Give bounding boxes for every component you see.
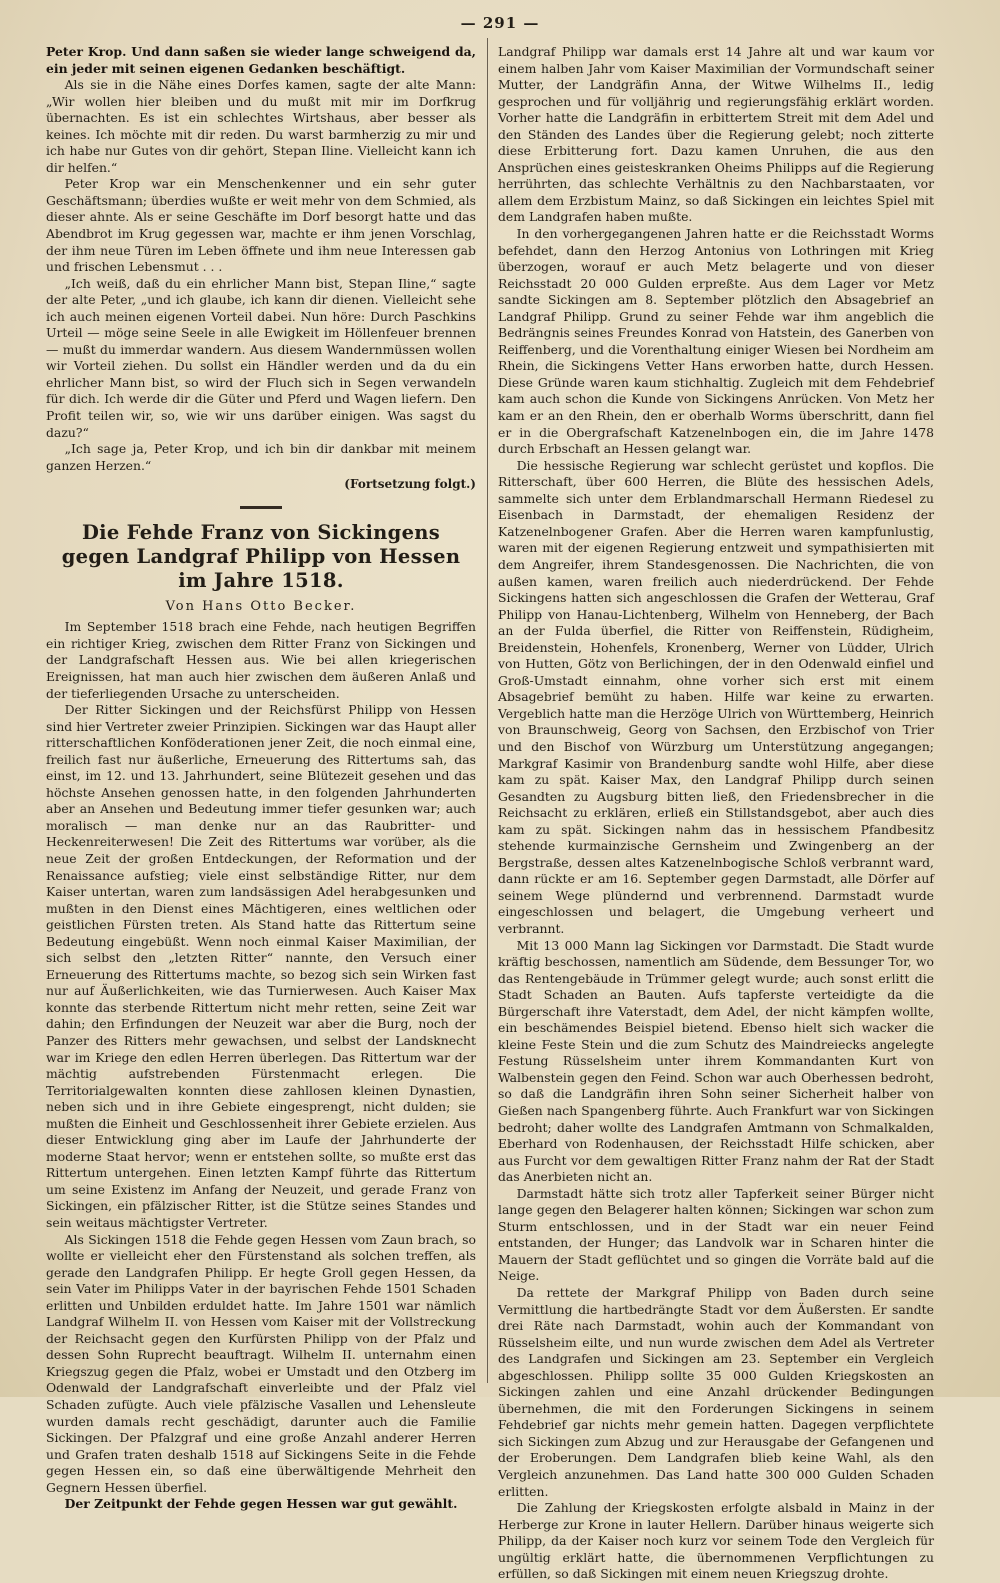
column-divider bbox=[487, 38, 488, 1383]
story-paragraph: „Ich weiß, daß du ein ehrlicher Mann bist, Stepan Iline,“ sagte der alte Peter, „und ich glaube, ich kann dir dienen. Vielleicht sehe ich auch meinen eigenen Vorteil dabei. Nun höre: Durch Paschkins Urteil — möge seine Seele in alle Ewigkeit im Höllenfeuer brennen — mußt du immerdar wandern. Aus diesem Wandernmüssen wollen wir Vorteil ziehen. Du sollst ein Händler werden und da du ein ehrlicher Mann bist, so wird der Fluch sich in Segen verwandeln für dich. Ich werde dir die Güter und Pferd und Wagen liefern. Den Profit teilen wir, so, wie wir uns darüber einigen. Was sagst du dazu?“ bbox=[46, 275, 476, 440]
article-paragraph: Die hessische Regierung war schlecht gerüstet und kopflos. Die Ritterschaft, über 600 Herren, die Blüte des hessischen Adels, sammelte sich unter dem Erblandmarschall Hermann Riedesel zu Eisenbach in Darmstadt, der ehemaligen Residenz der Katzenelnbogener Grafen. Aber die Herren waren kampfunlustig, waren mit der eigenen Regierung entzweit und sympathisierten mit dem Angreifer, ihrem Standesgenossen. Die Nachrichten, die von außen kamen, waren freilich auch niederdrückend. Der Fehde Sickingens hatten sich angeschlossen die Grafen der Wetterau, Graf Philipp von Hanau-Lichtenberg, Wilhelm von Henneberg, der Bach an der Fulda überfiel, die Ritter von Reiffenstein, Rüdigheim, Breidenstein, Hohenfels, Kronenberg, Werner von Lüdder, Ulrich von Hutten, Götz von Berlichingen, der in den Odenwald einfiel und Groß-Umstadt einnahm, ohne vorher sich erst mit einem Absagebrief bemüht zu haben. Hilfe war keine zu erwarten. Vergeblich hatte man die Herzöge Ulrich von Württemberg, Heinrich von Braunschweig, Georg von Sachsen, den Erzbischof von Trier und den Bischof von Würzburg um Unterstützung angegangen; Markgraf Kasimir von Brandenburg sandte wohl Hilfe, aber diese kam zu spät. Kaiser Max, den Landgraf Philipp durch seinen Gesandten zu Augsburg bitten ließ, den Friedensbrecher in die Reichsacht zu erklären, erließ ein Stillstandsgebot, aber auch dies kam zu spät. Sickingen nahm das in hessischem Pfandbesitz stehende kurmainzische Gernsheim und Zwingenberg an der Bergstraße, dessen altes Katzenelnbogische Schloß verbrannt ward, dann rückte er am 16. September gegen Darmstadt, alle Dörfer auf seinem Wege plündernd und verbrennend. Darmstadt wurde eingeschlossen und belagert, die Umgebung verheert und verbrannt. bbox=[498, 457, 934, 936]
article-paragraph: Landgraf Philipp war damals erst 14 Jahre alt und war kaum vor einem halben Jahr vom Kaiser Maximilian der Vormundschaft seiner Mutter, der Landgräfin Anna, der Witwe Wilhelms II., ledig gesprochen und für volljährig und regierungsfähig erklärt worden. Vorher hatte die Landgräfin in erbittertem Streit mit dem Adel und den Ständen des Landes über die Regierung gelebt; noch zitterte diese Erbitterung fort. Dazu kamen Unruhen, die aus den Ansprüchen eines geisteskranken Oheims Philipps auf die Regierung herrührten, das schlechte Verhältnis zu den Nachbarstaaten, vor allem dem Erzbistum Mainz, so daß Sickingen ein leichtes Spiel mit dem Landgrafen haben mußte. bbox=[498, 44, 934, 225]
article-paragraph: In den vorhergegangenen Jahren hatte er die Reichsstadt Worms befehdet, dann den Herzog Antonius von Lothringen mit Krieg überzogen, worauf er auch Metz belagerte und von dieser Reichsstadt 20 000 Gulden erpreßte. Aus dem Lager vor Metz sandte Sickingen am 8. September plötzlich den Absagebrief an Landgraf Philipp. Grund zu seiner Fehde war ihm angeblich die Bedrängnis seines Freundes Konrad von Hatstein, des Ganerben von Reiffenberg, und die Vorenthaltung einiger Wiesen bei Nordheim am Rhein, die Sickingens Vetter Hans erworben hatte, durch Hessen. Diese Gründe waren kaum stichhaltig. Zugleich mit dem Fehdebrief kam auch schon die Kunde von Sickingens Anrücken. Von Metz her kam er an den Rhein, den er oberhalb Worms überschritt, dann fiel er in die Obergrafschaft Katzenelnbogen ein, die im Jahre 1478 durch Erbschaft an Hessen gelangt war. bbox=[498, 226, 934, 457]
article-paragraph: Die Zahlung der Kriegskosten erfolgte alsbald in Mainz in der Herberge zur Krone in lauter Hellern. Darüber hinaus weigerte sich Philipp, da der Kaiser noch kurz vor seinem Tode den Vergleich für ungültig erklärt hatte, die übernommenen Verpflichtungen zu erfüllen, so daß Sickingen mit einem neuen Kriegszug drohte. bbox=[498, 1500, 934, 1582]
article-paragraph: Da rettete der Markgraf Philipp von Baden durch seine Vermittlung die hartbedrängte Stadt vor dem Äußersten. Er sandte drei Räte nach Darmstadt, wohin auch der Kommandant von Rüsselsheim eilte, und nun wurde zwischen dem Adel als Vertreter des Landgrafen und Sickingen am 23. September ein Vergleich abgeschlossen. Philipp sollte 35 000 Gulden Kriegskosten an Sickingen zahlen und eine Anzahl drückender Bedingungen übernehmen, die mit den Forderungen Sickingens in seinem Fehdebrief gar nichts mehr gemein hatten. Dagegen verpflichtete sich Sickingen zum Abzug und zur Herausgabe der Gefangenen und der Eroberungen. Dem Landgrafen blieb keine Wahl, als den Vergleich anzunehmen. Das Land hatte 300 000 Gulden Schaden erlitten. bbox=[498, 1285, 934, 1499]
story-paragraph: Peter Krop war ein Menschenkenner und ein sehr guter Geschäftsmann; überdies wußte er weit mehr von dem Schmied, als dieser ahnte. Als er seine Geschäfte im Dorf besorgt hatte und das Abendbrot im Krug gegessen war, machte er ihm jenen Vorschlag, der ihm neue Türen im Leben öffnete und ihm neue Interessen gab und frischen Lebensmut . . . bbox=[46, 176, 476, 275]
article-title: Die Fehde Franz von Sickingens gegen Landgraf Philipp von Hessen im Jahre 1518. bbox=[61, 520, 461, 592]
section-separator bbox=[46, 502, 476, 509]
article-body-left bbox=[46, 619, 476, 1513]
story-paragraph: Peter Krop. Und dann saßen sie wieder lange schweigend da, ein jeder mit seinen eigenen Gedanken beschäftigt. bbox=[46, 44, 476, 76]
article-paragraph: Als Sickingen 1518 die Fehde gegen Hessen vom Zaun brach, so wollte er vielleicht eher den Fürstenstand als solchen treffen, als gerade den Landgrafen Philipp. Er hegte Groll gegen Hessen, da sein Vater im Philipps Vater in der bayrischen Fehde 1501 Schaden erlitten und Unbilden erduldet hatte. Im Jahre 1501 war nämlich Landgraf Wilhelm II. von Hessen vom Kaiser mit der Vollstreckung der Reichsacht gegen den Kurfürsten Philipp von der Pfalz und dessen Sohn Ruprecht beauftragt. Wilhelm II. unternahm einen Kriegszug gegen die Pfalz, wobei er Umstadt und den Otzberg im Odenwald der Landgrafschaft einverleibte und der Pfalz viel Schaden zufügte. Auch viele pfälzische Vasallen und Lehensleute wurden damals recht geschädigt, darunter auch die Familie Sickingen. Der Pfalzgraf und eine große Anzahl anderer Herren und Grafen traten deshalb 1518 auf Sickingens Seite in die Fehde gegen Hessen ein, so daß eine überwältigende Mehrheit den Gegnern Hessen überfiel. bbox=[46, 1231, 476, 1495]
article-paragraph: Der Ritter Sickingen und der Reichsfürst Philipp von Hessen sind hier Vertreter zweier Prinzipien. Sickingen war das Haupt aller ritterschaftlichen Konföderationen jener Zeit, die noch einmal eine, freilich fast nur äußerliche, Erneuerung des Rittertums sah, das einst, im 12. und 13. Jahrhundert, seine Blütezeit gesehen und das höchste Ansehen genossen hatte, in den folgenden Jahrhunderten aber an Ansehen und Bedeutung immer tiefer gesunken war; auch moralisch — man denke nur an das Raubritter- und Heckenreiterwesen! Die Zeit des Rittertums war vorüber, als die neue Zeit der großen Entdeckungen, der Reformation und der Renaissance aufstieg; viele einst selbständige Ritter, nur dem Kaiser untertan, waren zum landsässigen Adel herabgesunken und mußten in den Dienst eines Mächtigeren, eines weltlichen oder geistlichen Fürsten treten. Als Stand hatte das Rittertum seine Bedeutung eingebüßt. Wenn noch einmal Kaiser Maximilian, der sich selbst den „letzten Ritter“ nannte, den Versuch einer Erneuerung des Rittertums machte, so bezog sich sein Wirken fast nur auf Äußerlichkeiten, wie das Turnierwesen. Auch Kaiser Max konnte das sterbende Rittertum nicht mehr retten, seine Zeit war dahin; den Erfindungen der Neuzeit war aber die Burg, noch der Panzer des Ritters mehr gewachsen, und selbst der Landsknecht war im Kriege den edlen Herren überlegen. Das Rittertum war der mächtig aufstrebenden Fürstenmacht erlegen. Die Territorialgewalten konnten diese zahllosen kleinen Dynastien, neben sich und in ihre Gebiete eingesprengt, nicht dulden; sie mußten die Einheit und Geschlossenheit ihrer Gebiete erzielen. Aus dieser Entwicklung ging aber im Laufe der Jahrhunderte der moderne Staat hervor; wenn er entstehen sollte, so mußte erst das Rittertum untergehen. Einen letzten Kampf führte das Rittertum um seine Existenz im Anfang der Neuzeit, und gerade Franz von Sickingen, ein pfälzischer Ritter, ist die Stütze seines Standes und sein weitaus mächtigster Vertreter. bbox=[46, 702, 476, 1230]
article-paragraph: Darmstadt hätte sich trotz aller Tapferkeit seiner Bürger nicht lange gegen den Belagerer halten können; Sickingen war schon zum Sturm entschlossen, und in der Stadt war ein neuer Feind entstanden, der Hunger; das Landvolk war in Scharen hinter die Mauern der Stadt geflüchtet und so gingen die Vorräte bald auf die Neige. bbox=[498, 1185, 934, 1284]
page-number: — 291 — bbox=[460, 14, 540, 32]
story-ending bbox=[46, 44, 476, 493]
article-author: Von Hans Otto Becker. bbox=[165, 598, 357, 614]
article-paragraph: Im September 1518 brach eine Fehde, nach heutigen Begriffen ein richtiger Krieg, zwischen dem Ritter Franz von Sickingen und der Landgrafschaft Hessen aus. Wie bei allen kriegerischen Ereignissen, hat man auch hier zwischen dem äußeren Anlaß und der tieferliegenden Ursache zu unterscheiden. bbox=[46, 619, 476, 701]
story-paragraph: Als sie in die Nähe eines Dorfes kamen, sagte der alte Mann: „Wir wollen hier bleiben und du mußt mit mir im Dorfkrug übernachten. Es ist ein schlechtes Wirtshaus, aber besser als keines. Ich möchte mit dir reden. Du warst barmherzig zu mir und ich habe nur Gutes von dir gehört, Stepan Iline. Vielleicht kann ich dir helfen.“ bbox=[46, 77, 476, 175]
article-paragraph: Der Zeitpunkt der Fehde gegen Hessen war gut gewählt. bbox=[64, 1496, 458, 1512]
story-paragraph: „Ich sage ja, Peter Krop, und ich bin dir dankbar mit meinem ganzen Herzen.“ bbox=[46, 441, 476, 473]
continuation-note: (Fortsetzung folgt.) bbox=[344, 477, 476, 492]
article-paragraph: Mit 13 000 Mann lag Sickingen vor Darmstadt. Die Stadt wurde kräftig beschossen, namentlich am Südende, dem Bessunger Tor, wo das Rentengebäude in Trümmer gelegt wurde; auch sonst erlitt die Stadt Schaden an Bauten. Aufs tapferste verteidigte da die Bürgerschaft ihre Vaterstadt, dem Adel, der nicht kämpfen wollte, ein beschämendes Beispiel bietend. Ebenso hielt sich wacker die kleine Feste Stein und die zum Schutz des Maindreiecks angelegte Festung Rüsselsheim unter ihrem Kommandanten Kurt von Walbenstein gegen den Feind. Schon war auch Oberhessen bedroht, so daß die Landgräfin ihren Sohn seiner Sicherheit halber von Gießen nach Spangenberg führte. Auch Frankfurt war von Sickingen bedroht; daher wollte des Landgrafen Amtmann von Schmalkalden, Eberhard von Rodenhausen, der Reichsstadt Hilfe schicken, aber aus Furcht vor dem gewaltigen Ritter Franz nahm der Rat der Stadt das Anerbieten nicht an. bbox=[498, 937, 934, 1185]
right-column bbox=[498, 44, 934, 1582]
left-column bbox=[46, 44, 476, 1512]
